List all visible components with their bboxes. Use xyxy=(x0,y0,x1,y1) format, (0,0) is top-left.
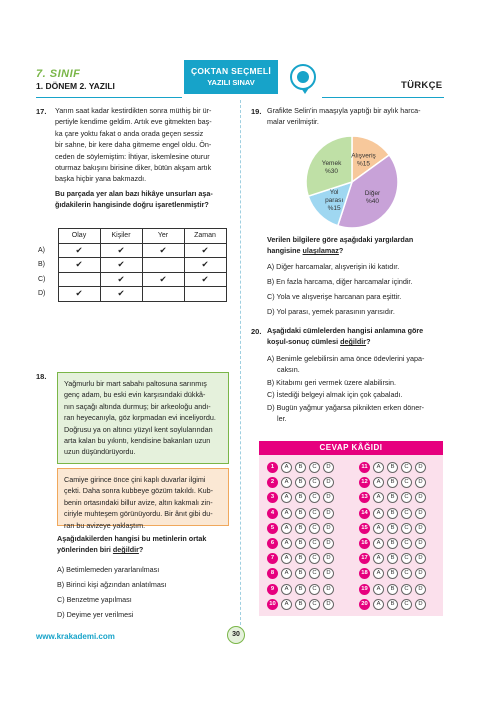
answer-number: 17 xyxy=(359,553,370,564)
page-number: 30 xyxy=(227,626,245,644)
table-row[interactable] xyxy=(36,272,226,287)
answer-bubble[interactable]: A xyxy=(373,568,384,579)
q20-question xyxy=(267,325,447,348)
q17-passage xyxy=(55,105,235,211)
answer-bubble[interactable]: C xyxy=(309,553,320,564)
option-item[interactable] xyxy=(267,353,447,376)
answer-number: 8 xyxy=(267,568,278,579)
answer-bubble[interactable]: C xyxy=(401,584,412,595)
pie-slice-label: Yemek xyxy=(321,160,342,168)
answer-bubble[interactable]: C xyxy=(401,477,412,488)
passage-line: ran heyecanıyla, göz kırpmadan evi inceliyordu. xyxy=(64,413,216,423)
answer-number: 6 xyxy=(267,538,278,549)
passage-line: uzun düşündürüyordu. xyxy=(64,447,136,457)
check-cell: ✔ xyxy=(184,272,226,287)
answer-bubble[interactable]: D xyxy=(415,553,426,564)
passage-line: çekti. Daha sonra kubbeye gözüm takıldı. Kub- xyxy=(64,486,214,496)
q18-question-line2 xyxy=(57,544,237,555)
check-cell xyxy=(142,287,184,302)
option-label: B) xyxy=(38,261,45,269)
answer-bubble[interactable]: C xyxy=(309,568,320,579)
krakademi-logo-icon xyxy=(290,64,316,90)
answer-bubble[interactable]: B xyxy=(387,508,398,519)
q18-question xyxy=(57,533,237,556)
option-label: C) xyxy=(38,275,46,283)
q18-number: 18. xyxy=(36,372,47,381)
answer-bubble[interactable]: A xyxy=(373,508,384,519)
option-item[interactable]: D) Deyime yer verilmesi xyxy=(57,610,134,619)
option-item[interactable]: B) Birinci kişi ağzından anlatılması xyxy=(57,580,167,589)
q17-line: Yarım saat kadar kestirdikten sonra müthiş bir ür- xyxy=(55,106,212,115)
answer-bubble[interactable]: A xyxy=(281,462,292,473)
answer-bubble[interactable]: B xyxy=(295,584,306,595)
q19-q-emph: ulaşılamaz xyxy=(302,246,339,256)
passage-line: ciriyle muhteşem görünüyordu. Bir ânıt gibi du- xyxy=(64,509,213,519)
check-cell: ✔ xyxy=(100,287,142,302)
answer-number: 13 xyxy=(359,492,370,503)
table-header: Olay xyxy=(58,229,100,244)
q20-options xyxy=(267,353,447,424)
passage-line: benin ortasındaki billur avize, altın kakmalı zin- xyxy=(64,497,213,507)
answer-bubble[interactable]: D xyxy=(415,538,426,549)
q19-q-part: hangisine xyxy=(267,246,303,256)
answer-bubble[interactable]: C xyxy=(309,492,320,503)
header-rule-left xyxy=(36,97,182,98)
answer-bubble[interactable]: D xyxy=(415,523,426,534)
answer-number: 4 xyxy=(267,508,278,519)
answer-bubble[interactable]: D xyxy=(415,584,426,595)
answer-bubble[interactable]: B xyxy=(387,553,398,564)
answer-number: 9 xyxy=(267,584,278,595)
check-cell xyxy=(142,258,184,273)
banner-line2: YAZILI SINAV xyxy=(207,78,255,87)
answer-number: 12 xyxy=(359,477,370,488)
q19-question-line2 xyxy=(267,245,447,256)
q20-question-line2 xyxy=(267,336,447,347)
answer-bubble[interactable]: B xyxy=(295,599,306,610)
option-item[interactable]: C) Yola ve alışverişe harcanan para eşittir. xyxy=(267,292,402,301)
answer-number: 3 xyxy=(267,492,278,503)
answer-bubble[interactable]: A xyxy=(281,523,292,534)
answer-bubble[interactable]: A xyxy=(281,584,292,595)
option-item[interactable]: C) Benzetme yapılması xyxy=(57,595,132,604)
check-cell: ✔ xyxy=(58,258,100,273)
q17-question: Bu parçada yer alan bazı hikâye unsurları aşa- xyxy=(55,188,213,198)
passage-line: ran bu avizeye yaklaştım. xyxy=(64,520,146,530)
answer-bubble[interactable]: A xyxy=(373,492,384,503)
q20-question-line1: Aşağıdaki cümlelerden hangisi anlamına göre xyxy=(267,326,424,335)
check-cell: ✔ xyxy=(184,243,226,258)
answer-bubble[interactable]: B xyxy=(295,492,306,503)
answer-bubble[interactable]: D xyxy=(323,508,334,519)
passage-line: genç adam, bu eski evin karşısındaki dükkâ- xyxy=(64,390,206,400)
table-corner xyxy=(36,229,58,244)
q19-options xyxy=(267,260,412,318)
answer-bubble[interactable]: C xyxy=(401,599,412,610)
q19-question-line1: Verilen bilgilere göre aşağıdaki yargılardan xyxy=(267,235,414,244)
q20-q-emph: değildir xyxy=(340,337,367,347)
option-item[interactable]: C) İstediği belgeyi almak için çok çabaladı. xyxy=(267,390,403,400)
answer-number: 14 xyxy=(359,508,370,519)
answer-bubble[interactable]: C xyxy=(309,508,320,519)
answer-bubble[interactable]: A xyxy=(373,523,384,534)
option-label: D) xyxy=(38,290,46,298)
answer-number: 15 xyxy=(359,523,370,534)
logo-inner xyxy=(297,71,309,83)
header-rule-right xyxy=(322,97,444,98)
answer-bubble[interactable]: A xyxy=(281,508,292,519)
answer-bubble[interactable]: C xyxy=(401,553,412,564)
term-label: 1. DÖNEM 2. YAZILI xyxy=(36,81,115,91)
table-row[interactable] xyxy=(36,287,226,302)
logo-pointer xyxy=(301,88,309,94)
q19-line: malar verilmiştir. xyxy=(267,117,319,127)
pie-slice-label: Alışveriş xyxy=(351,152,376,160)
subject-label: TÜRKÇE xyxy=(401,80,443,91)
answer-number: 1 xyxy=(267,462,278,473)
option-line: D) Bugün yağmur yağarsa piknikten erken döner- xyxy=(267,402,425,412)
answer-bubble[interactable]: A xyxy=(373,462,384,473)
answer-bubble[interactable]: C xyxy=(401,523,412,534)
exam-type-banner xyxy=(184,60,278,94)
answer-number: 16 xyxy=(359,538,370,549)
table-row[interactable] xyxy=(36,258,226,273)
check-cell: ✔ xyxy=(100,243,142,258)
answer-bubble[interactable]: D xyxy=(415,477,426,488)
answer-bubble[interactable]: A xyxy=(373,584,384,595)
answer-bubble[interactable]: B xyxy=(387,538,398,549)
q19-number: 19. xyxy=(251,107,262,116)
q17-number: 17. xyxy=(36,107,47,116)
answer-bubble[interactable]: A xyxy=(281,568,292,579)
q17-question: ğıdakilerin hangisinde doğru işaretlenmiştir? xyxy=(55,200,209,210)
answer-number: 20 xyxy=(359,599,370,610)
answer-bubble[interactable]: C xyxy=(309,584,320,595)
q20-q-part: koşul-sonuç cümlesi xyxy=(267,337,341,347)
answer-bubble[interactable]: B xyxy=(295,538,306,549)
answer-bubble[interactable]: C xyxy=(309,477,320,488)
q18-passage-orange xyxy=(57,468,229,530)
header-left xyxy=(36,68,115,91)
table-header-row xyxy=(36,229,226,244)
answer-bubble[interactable]: B xyxy=(295,553,306,564)
answer-bubble[interactable]: A xyxy=(373,477,384,488)
q17-line: bir sahne, bir kere daha gitmeme engel oldu. Ön- xyxy=(55,140,212,150)
answer-bubble[interactable]: C xyxy=(401,568,412,579)
answer-bubble[interactable]: B xyxy=(295,568,306,579)
answer-bubble[interactable]: B xyxy=(295,477,306,488)
answer-bubble[interactable]: B xyxy=(387,462,398,473)
check-cell: ✔ xyxy=(184,258,226,273)
passage-line: arta kalan bu yıkıntı, kendisine bakanları uzun xyxy=(64,436,211,446)
q19-question xyxy=(267,234,447,257)
answer-bubble[interactable]: B xyxy=(387,477,398,488)
check-cell: ✔ xyxy=(58,243,100,258)
answer-number: 19 xyxy=(359,584,370,595)
answer-bubble[interactable]: C xyxy=(401,538,412,549)
answer-bubble[interactable]: C xyxy=(309,523,320,534)
q17-line: başka hiçbir yana bakmazdı. xyxy=(55,174,147,184)
answer-bubble[interactable]: A xyxy=(281,492,292,503)
passage-line: nın saçağı altında durmuş; bir arkeoloğu andı- xyxy=(64,401,211,411)
answer-bubble[interactable]: B xyxy=(295,508,306,519)
banner-line1: ÇOKTAN SEÇMELİ xyxy=(190,66,272,76)
option-line: caksın. xyxy=(277,365,300,375)
table-row[interactable] xyxy=(36,243,226,258)
answer-bubble[interactable]: A xyxy=(373,599,384,610)
q17-line: pertiyle kendime geldim. Artık eve gitmekten baş- xyxy=(55,117,212,127)
answer-bubble[interactable]: B xyxy=(295,523,306,534)
answer-bubble[interactable]: D xyxy=(415,508,426,519)
answer-number: 10 xyxy=(267,599,278,610)
q17-line: ceden de söylemiştim: İhtiyar, iskemlesine oturur xyxy=(55,151,210,161)
answer-bubble[interactable]: C xyxy=(401,508,412,519)
answer-bubble[interactable]: B xyxy=(387,568,398,579)
answer-bubble[interactable]: D xyxy=(415,568,426,579)
q19-q-part: ? xyxy=(338,246,344,256)
answer-bubble[interactable]: D xyxy=(323,462,334,473)
passage-line: Camiye girince önce çini kaplı duvarlar ilgimi xyxy=(64,475,206,484)
q19-line: Grafikte Selin'in maaşıyla yaptığı bir aylık harca- xyxy=(267,106,421,115)
q20-q-part: ? xyxy=(366,337,371,347)
answer-bubble[interactable]: C xyxy=(309,462,320,473)
pie-value-label: %30 xyxy=(325,168,339,176)
option-line: ler. xyxy=(277,414,287,424)
answer-number: 2 xyxy=(267,477,278,488)
option-item[interactable]: B) Kitabımı geri vermek üzere alabilirsin. xyxy=(267,377,397,387)
pie-value-label: %15 xyxy=(356,160,370,168)
option-item[interactable] xyxy=(267,402,447,425)
column-divider xyxy=(240,100,241,630)
pie-value-label: %40 xyxy=(365,197,379,205)
answer-bubble[interactable]: D xyxy=(415,599,426,610)
check-cell: ✔ xyxy=(100,258,142,273)
option-item[interactable]: B) En fazla harcama, diğer harcamalar içindir. xyxy=(267,277,413,286)
answer-bubble[interactable]: A xyxy=(373,538,384,549)
check-cell xyxy=(58,272,100,287)
q18-q-part: ? xyxy=(138,545,144,555)
answer-bubble[interactable]: C xyxy=(309,599,320,610)
answer-bubble[interactable]: A xyxy=(281,599,292,610)
check-cell: ✔ xyxy=(142,243,184,258)
answer-bubble[interactable]: A xyxy=(373,553,384,564)
answer-bubble[interactable]: B xyxy=(387,523,398,534)
option-item[interactable]: D) Yol parası, yemek parasının yarısıdır. xyxy=(267,307,395,316)
answer-sheet xyxy=(259,455,443,616)
option-line: A) Benimle gelebilirsin ama önce ödevlerini yapa- xyxy=(267,354,425,363)
q18-q-part: yönlerinden biri xyxy=(57,545,113,555)
answer-bubble[interactable]: A xyxy=(281,553,292,564)
answer-bubble[interactable]: C xyxy=(401,462,412,473)
q20-number: 20. xyxy=(251,327,262,336)
answer-bubble[interactable]: D xyxy=(323,553,334,564)
q18-q-emph: değildir xyxy=(112,545,139,555)
option-item[interactable]: A) Betimlemeden yararlanılması xyxy=(57,565,160,574)
answer-bubble[interactable]: D xyxy=(323,599,334,610)
answer-number: 11 xyxy=(359,462,370,473)
answer-bubble[interactable]: D xyxy=(415,492,426,503)
table-header: Kişiler xyxy=(100,229,142,244)
pie-slice-label: Yol xyxy=(329,188,339,196)
q18-question-line1: Aşağıdakilerden hangisi bu metinlerin ortak xyxy=(57,534,207,543)
answer-bubble[interactable]: A xyxy=(281,477,292,488)
answer-bubble[interactable]: D xyxy=(323,538,334,549)
answer-bubble[interactable]: C xyxy=(309,538,320,549)
answer-bubble[interactable]: C xyxy=(401,492,412,503)
pie-slice-label: parası xyxy=(325,196,344,204)
pie-value-label: %15 xyxy=(327,204,341,212)
answer-bubble[interactable]: B xyxy=(295,462,306,473)
passage-line: Doğrusu ya on altıncı yüzyıl kent soylularından xyxy=(64,424,213,434)
answer-bubble[interactable]: B xyxy=(387,599,398,610)
option-item[interactable]: A) Diğer harcamalar, alışverişin iki katıdır. xyxy=(267,262,400,271)
option-label: A) xyxy=(38,246,45,254)
check-cell: ✔ xyxy=(142,272,184,287)
table-header: Zaman xyxy=(184,229,226,244)
q17-line: ka çare yoktu fakat o anda orada geçen sessiz xyxy=(55,128,204,138)
q17-table xyxy=(36,228,227,302)
q18-options xyxy=(57,563,166,621)
q18-passage-green xyxy=(57,372,229,464)
passage-line: Yağmurlu bir mart sabahı paltosuna sarınmış xyxy=(64,379,207,388)
footer-url[interactable]: www.krakademi.com xyxy=(36,632,115,641)
answer-number: 7 xyxy=(267,553,278,564)
answer-bubble[interactable]: D xyxy=(323,477,334,488)
check-cell: ✔ xyxy=(100,272,142,287)
answer-bubble[interactable]: D xyxy=(323,584,334,595)
answer-bubble[interactable]: B xyxy=(387,584,398,595)
answer-bubble[interactable]: D xyxy=(323,568,334,579)
answer-bubble[interactable]: B xyxy=(387,492,398,503)
check-cell xyxy=(184,287,226,302)
check-cell: ✔ xyxy=(58,287,100,302)
pie-slice-label: Diğer xyxy=(364,189,381,197)
q19-intro xyxy=(267,105,447,128)
answer-bubble[interactable]: D xyxy=(323,523,334,534)
q17-line: oturmaz bakışını birisine diker, bütün akşam artık xyxy=(55,163,212,173)
answer-bubble[interactable]: D xyxy=(415,462,426,473)
pie-chart xyxy=(300,132,410,232)
answer-number: 18 xyxy=(359,568,370,579)
grade-label: 7. SINIF xyxy=(36,68,81,80)
answer-bubble[interactable]: D xyxy=(323,492,334,503)
answer-sheet-title: CEVAP KÂĞIDI xyxy=(259,441,443,455)
answer-bubble[interactable]: A xyxy=(281,538,292,549)
table-header: Yer xyxy=(142,229,184,244)
answer-number: 5 xyxy=(267,523,278,534)
